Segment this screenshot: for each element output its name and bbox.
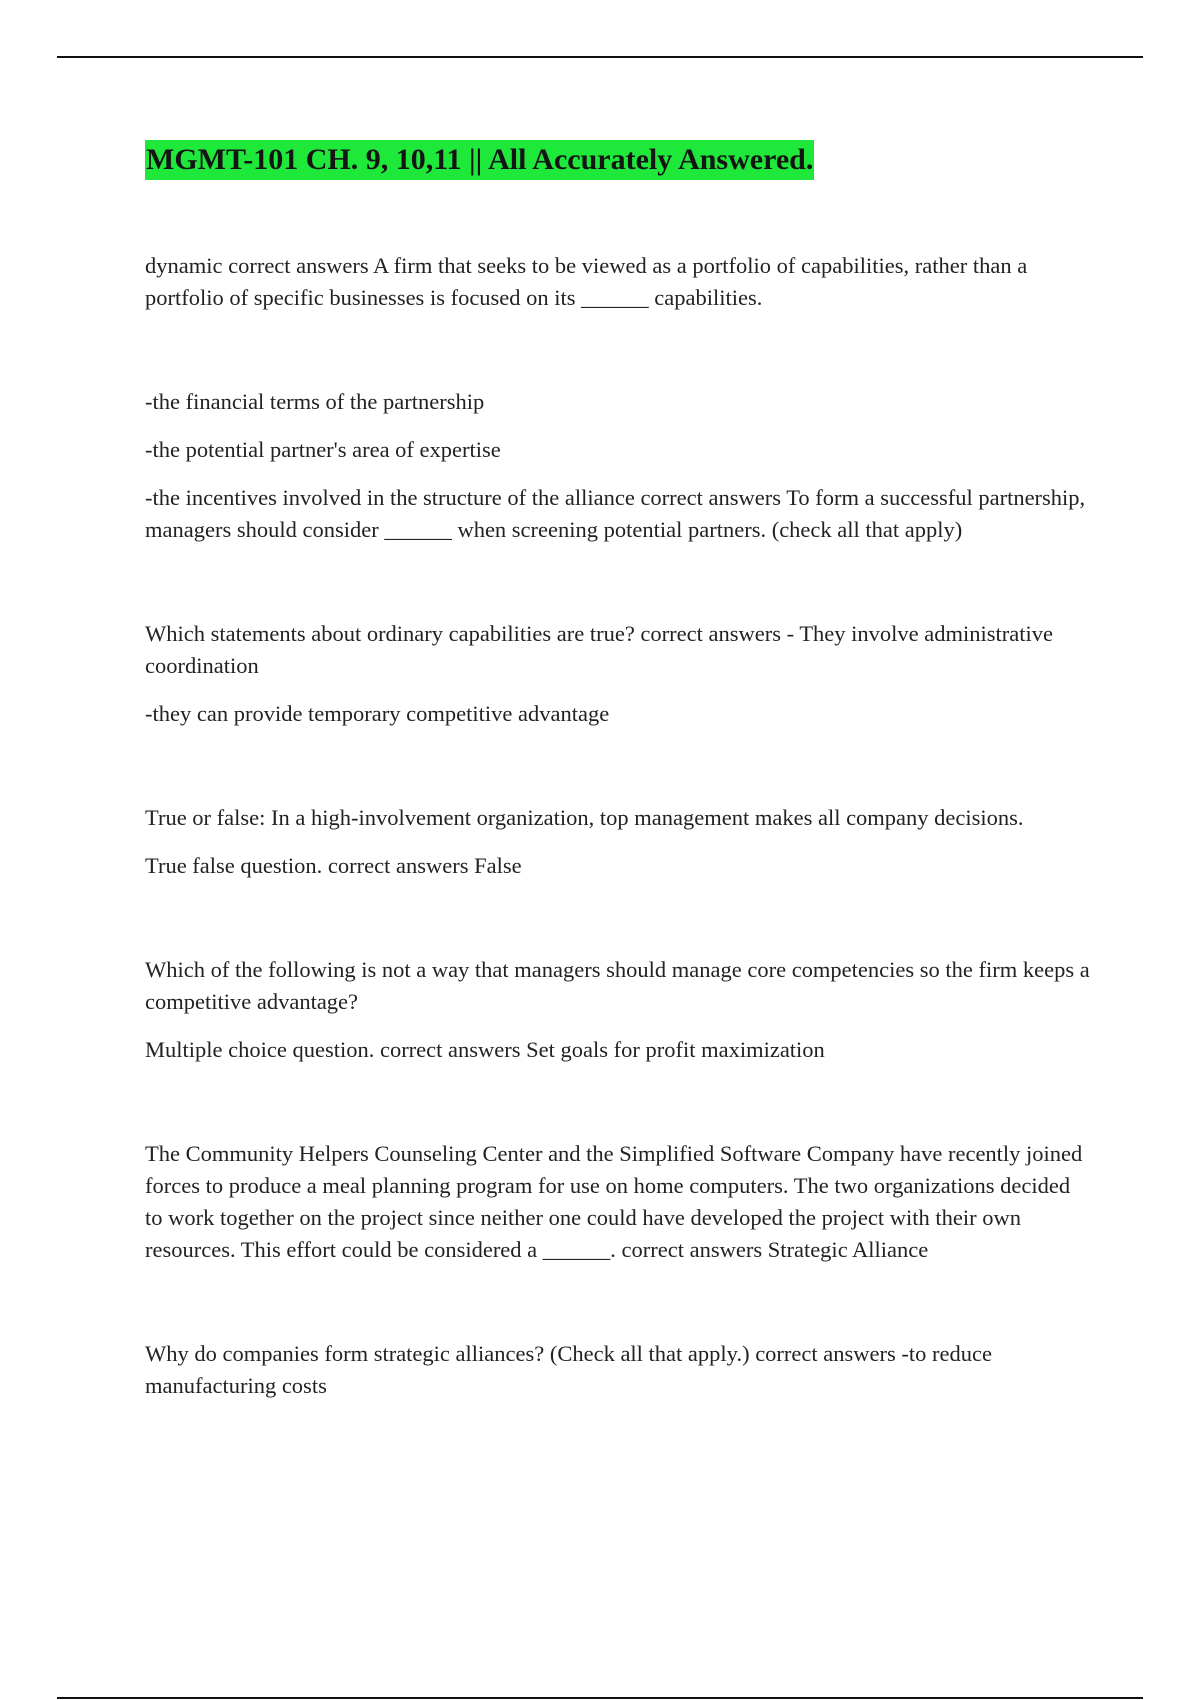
bottom-rule <box>57 1697 1143 1699</box>
qa-paragraph: True or false: In a high-involvement organization, top management makes all company decisions. <box>145 805 1024 830</box>
qa-block-5 <box>145 954 1090 1066</box>
qa-paragraph: -the financial terms of the partnership <box>145 389 485 414</box>
qa-paragraph: The Community Helpers Counseling Center and the Simplified Software Company have recently joined forces to produce a meal planning program for use on home computers. The two organizations decided to work together on the project since neither one could have developed the project with their own resources. This effort could be considered a ______. correct answers Strategic Alliance <box>145 1141 1083 1262</box>
qa-block-3 <box>145 618 1090 730</box>
qa-block-1 <box>145 250 1090 314</box>
qa-paragraph: Which statements about ordinary capabilities are true? correct answers - They involve administrative coordination <box>145 621 1053 678</box>
qa-paragraph: -they can provide temporary competitive advantage <box>145 701 610 726</box>
top-rule <box>57 56 1143 58</box>
qa-block-4 <box>145 802 1090 882</box>
qa-paragraph: dynamic correct answers A firm that seeks to be viewed as a portfolio of capabilities, rather than a portfolio of specific businesses is focused on its ______ capabilities. <box>145 253 1028 310</box>
qa-block-7 <box>145 1338 1090 1402</box>
qa-paragraph: Why do companies form strategic alliances? (Check all that apply.) correct answers -to reduce manufacturing costs <box>145 1341 992 1398</box>
qa-paragraph: -the potential partner's area of expertise <box>145 437 501 462</box>
qa-block-2 <box>145 386 1090 546</box>
qa-paragraph: Which of the following is not a way that managers should manage core competencies so the firm keeps a competitive advantage? <box>145 957 1090 1014</box>
qa-paragraph: True false question. correct answers False <box>145 853 522 878</box>
qa-paragraph: -the incentives involved in the structure of the alliance correct answers To form a successful partnership, managers should consider ______ when screening potential partners. (check all that apply) <box>145 485 1086 542</box>
document-body <box>145 140 1090 1418</box>
qa-paragraph: Multiple choice question. correct answers Set goals for profit maximization <box>145 1037 825 1062</box>
qa-block-6 <box>145 1138 1090 1266</box>
document-title: MGMT-101 CH. 9, 10,11 || All Accurately Answered. <box>145 140 814 180</box>
